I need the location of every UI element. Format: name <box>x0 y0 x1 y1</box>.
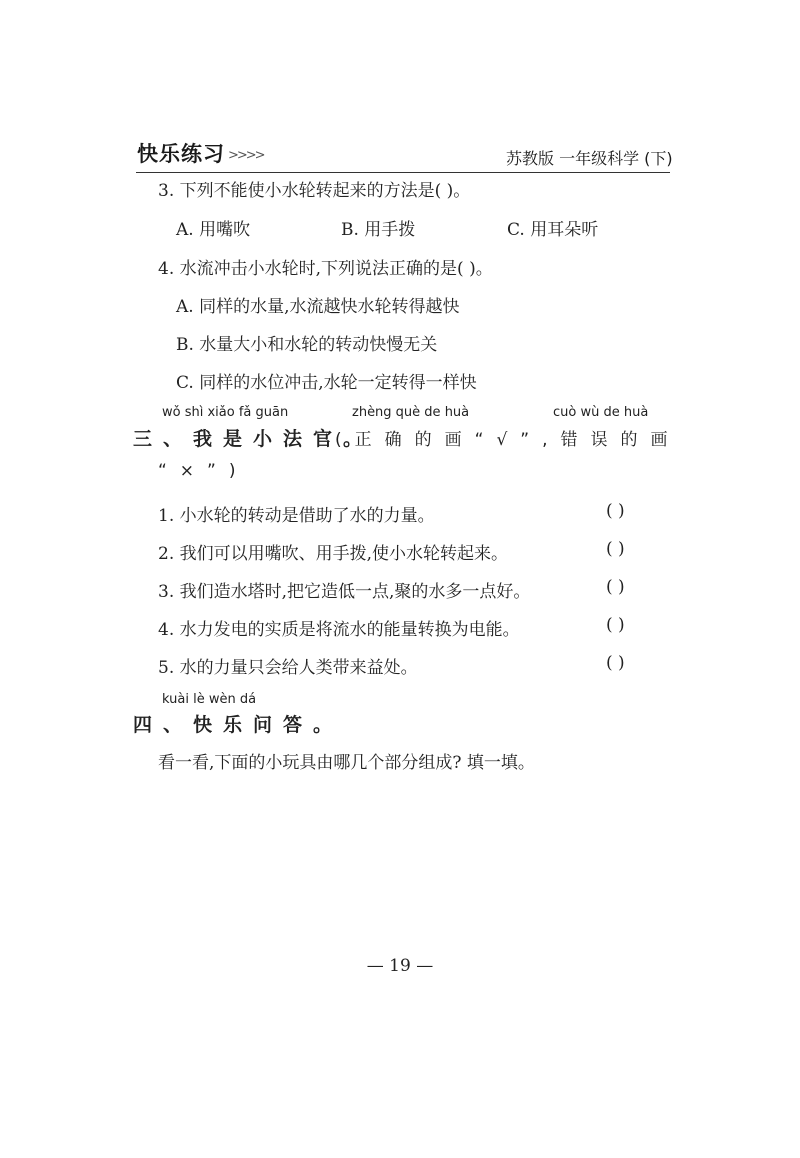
header-subtitle: 苏教版 一年级科学 (下) <box>506 149 673 168</box>
section3-pinyin-wrong: cuò wù de huà <box>553 405 649 420</box>
header-chevron-icon: >>>> <box>228 148 264 163</box>
q4-option-b: B. 水量大小和水轮的转动快慢无关 <box>176 335 438 355</box>
section3-title: 三、我是小法官。 <box>133 428 374 450</box>
section3-pinyin-correct: zhèng què de huà <box>352 405 470 420</box>
q3-option-a: A. 用嘴吹 <box>176 220 251 240</box>
header-divider <box>136 172 670 173</box>
header-title: 快乐练习 <box>137 142 225 166</box>
section3-instruction-cont: “×”) <box>158 461 249 481</box>
section4-title: 四、快乐问答。 <box>133 714 344 736</box>
judge-item-1: 1. 小水轮的转动是借助了水的力量。 <box>158 506 435 526</box>
section3-instruction: (正确的画“√”,错误的画 <box>335 430 681 450</box>
section3-pinyin-title: wǒ shì xiǎo fǎ guān <box>162 405 289 420</box>
q3-stem: 3. 下列不能使小水轮转起来的方法是( )。 <box>158 181 471 201</box>
q4-option-c: C. 同样的水位冲击,水轮一定转得一样快 <box>176 373 477 393</box>
judge-answer-1[interactable]: ( ) <box>606 501 625 521</box>
judge-answer-5[interactable]: ( ) <box>606 653 625 673</box>
judge-answer-3[interactable]: ( ) <box>606 577 625 597</box>
section4-text: 看一看,下面的小玩具由哪几个部分组成? 填一填。 <box>158 753 535 773</box>
judge-answer-2[interactable]: ( ) <box>606 539 625 559</box>
page-number: — 19 — <box>366 956 434 976</box>
judge-item-4: 4. 水力发电的实质是将流水的能量转换为电能。 <box>158 620 520 640</box>
q4-stem: 4. 水流冲击小水轮时,下列说法正确的是( )。 <box>158 259 493 279</box>
judge-item-2: 2. 我们可以用嘴吹、用手拨,使小水轮转起来。 <box>158 544 509 564</box>
q4-option-a: A. 同样的水量,水流越快水轮转得越快 <box>176 297 460 317</box>
q3-option-b: B. 用手拨 <box>341 220 416 240</box>
q3-option-c: C. 用耳朵听 <box>507 220 599 240</box>
judge-item-5: 5. 水的力量只会给人类带来益处。 <box>158 658 418 678</box>
section4-pinyin: kuài lè wèn dá <box>162 692 257 707</box>
judge-answer-4[interactable]: ( ) <box>606 615 625 635</box>
judge-item-3: 3. 我们造水塔时,把它造低一点,聚的水多一点好。 <box>158 582 531 602</box>
